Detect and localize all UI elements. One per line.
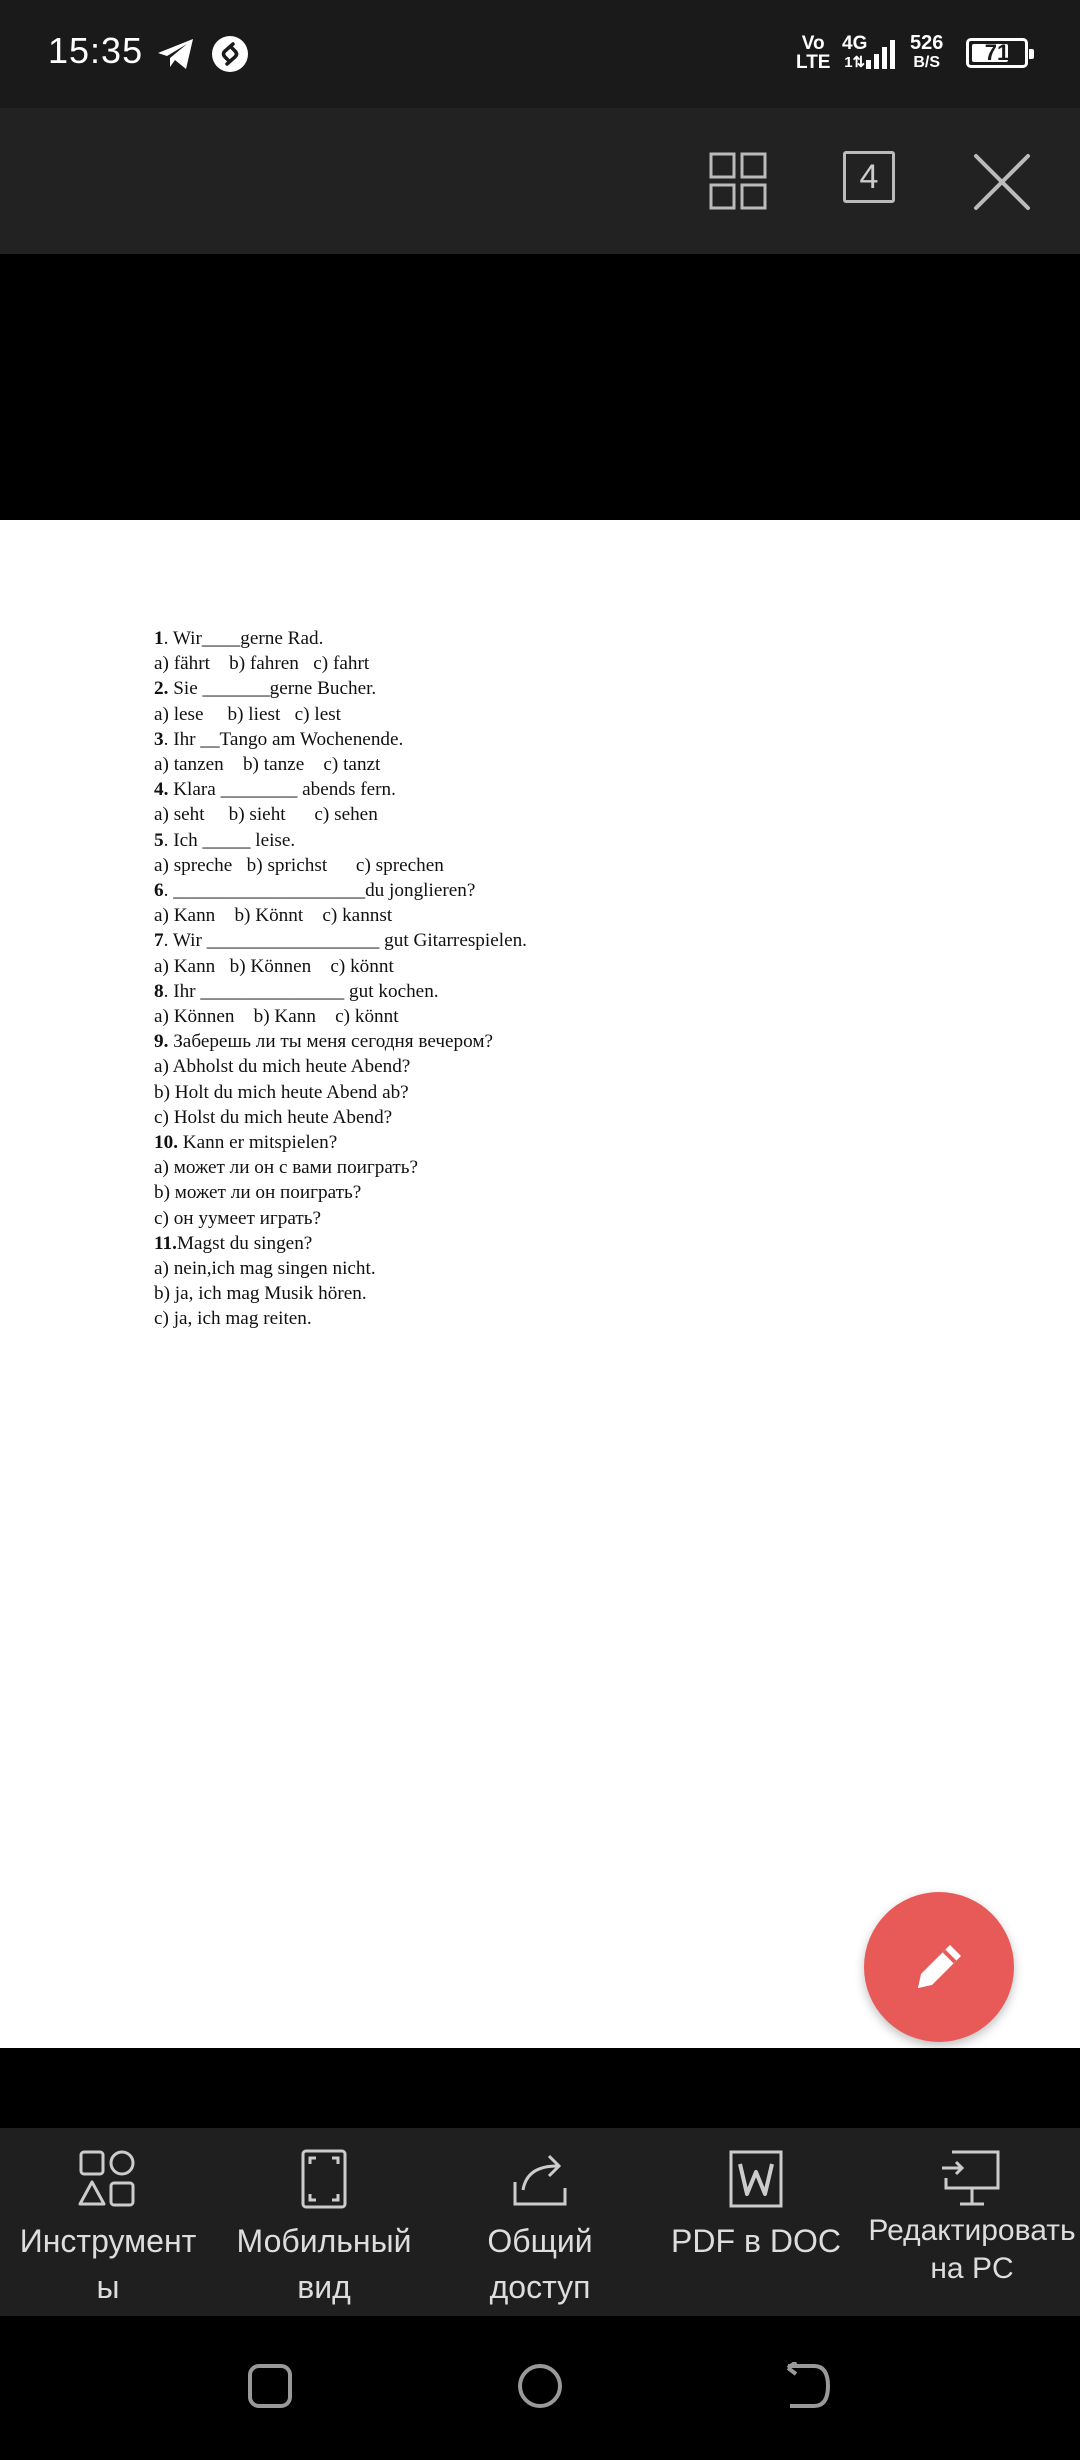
document-line	[154, 928, 527, 953]
line-text: a) Abholst du mich heute Abend?	[154, 1056, 411, 1078]
question-number: 3	[154, 728, 164, 750]
question-number: 9.	[154, 1031, 169, 1053]
network-type-indicator: 4G 1⇅	[842, 33, 868, 71]
battery-level: 71	[984, 40, 1010, 65]
line-text: a) Kann b) Können c) könnt	[154, 955, 394, 977]
line-text: . Ihr __Tango am Wochenende.	[163, 728, 404, 750]
close-icon[interactable]	[966, 148, 1036, 218]
system-nav-bar	[0, 2316, 1080, 2460]
line-text: a) spreche b) sprichst c) sprechen	[154, 854, 444, 876]
document-line	[154, 1180, 527, 1205]
line-text: c) Holst du mich heute Abend?	[154, 1106, 393, 1128]
document-line	[154, 1281, 527, 1306]
line-text: Заберешь ли ты меня сегодня вечером?	[168, 1031, 494, 1053]
line-text: Klara ________ abends fern.	[168, 779, 396, 801]
volte-indicator: Vo LTE	[796, 33, 831, 73]
status-time: 15:35	[48, 30, 144, 71]
line-text: a) lese b) liest c) lest	[154, 703, 342, 725]
line-text: b) ja, ich mag Musik hören.	[154, 1283, 367, 1305]
line-text: a) seht b) sieht c) sehen	[154, 804, 378, 826]
network-speed: 526 B/S	[910, 32, 944, 71]
line-text: . Wir __________________ gut Gitarrespielen.	[163, 930, 527, 952]
pdf-page[interactable]	[0, 520, 1080, 2048]
document-line	[154, 1256, 527, 1281]
document-line	[154, 954, 527, 979]
line-text: c) он уумеет играть?	[154, 1207, 322, 1229]
document-line	[154, 651, 527, 676]
line-text: . Ihr _______________ gut kochen.	[163, 980, 439, 1002]
pdf-to-doc-button[interactable]: PDF в DOC	[648, 2128, 864, 2316]
document-line	[154, 1080, 527, 1105]
tools-button[interactable]: Инструмент ы	[0, 2128, 216, 2316]
document-line	[154, 1004, 527, 1029]
line-text: Magst du singen?	[176, 1232, 313, 1254]
document-line	[154, 727, 527, 752]
line-text: Sie _______gerne Bucher.	[168, 678, 377, 700]
document-line	[154, 676, 527, 701]
question-number: 5	[154, 829, 164, 851]
shazam-icon	[211, 35, 249, 73]
document-line	[154, 777, 527, 802]
line-text: a) Können b) Kann c) könnt	[154, 1006, 399, 1028]
document-line	[154, 1105, 527, 1130]
page-gap	[0, 254, 1080, 520]
battery-icon	[966, 38, 1028, 68]
question-number: 11.	[154, 1232, 177, 1254]
status-bar	[0, 0, 1080, 108]
question-number: 6	[154, 880, 164, 902]
document-line	[154, 1206, 527, 1231]
word-doc-icon	[726, 2148, 786, 2210]
document-text	[154, 626, 527, 1332]
document-line	[154, 828, 527, 853]
line-text: a) tanzen b) tanze c) tanzt	[154, 754, 381, 776]
mobile-view-button[interactable]: Мобильный вид	[216, 2128, 432, 2316]
document-line	[154, 878, 527, 903]
document-line	[154, 1029, 527, 1054]
line-text: Kann er mitspielen?	[177, 1132, 338, 1154]
line-text: . Wir____gerne Rad.	[163, 628, 324, 649]
page-count-button[interactable]: 4	[843, 151, 895, 203]
line-text: c) ja, ich mag reiten.	[154, 1308, 312, 1330]
question-number: 4.	[154, 779, 169, 801]
document-line	[154, 752, 527, 777]
document-line	[154, 1306, 527, 1331]
share-button[interactable]: Общий доступ	[432, 2128, 648, 2316]
document-line	[154, 1231, 527, 1256]
bottom-toolbar	[0, 2128, 1080, 2316]
document-line	[154, 1054, 527, 1079]
monitor-icon	[940, 2148, 1004, 2210]
line-text: b) Holt du mich heute Abend ab?	[154, 1081, 409, 1103]
telegram-icon	[156, 36, 196, 72]
question-number: 10.	[154, 1132, 178, 1154]
line-text: a) nein,ich mag singen nicht.	[154, 1258, 376, 1280]
edit-fab-button[interactable]	[864, 1892, 1014, 2042]
signal-icon	[864, 38, 900, 70]
line-text: a) fährt b) fahren c) fahrt	[154, 653, 370, 675]
document-line	[154, 702, 527, 727]
question-number: 1	[154, 628, 164, 649]
line-text: a) может ли он с вами поиграть?	[154, 1157, 419, 1179]
pencil-icon	[904, 1932, 974, 2002]
home-icon[interactable]	[516, 2362, 564, 2410]
question-number: 2.	[154, 678, 169, 700]
line-text: a) Kann b) Könnt c) kannst	[154, 905, 393, 927]
document-line	[154, 1130, 527, 1155]
recent-apps-icon[interactable]	[246, 2362, 294, 2410]
mobile-view-icon	[294, 2148, 354, 2210]
line-text: . Ich _____ leise.	[163, 829, 296, 851]
question-number: 7	[154, 930, 164, 952]
document-line	[154, 802, 527, 827]
edit-on-pc-button[interactable]: Редактировать на PC	[864, 2128, 1080, 2316]
question-number: 8	[154, 980, 164, 1002]
share-icon	[509, 2148, 571, 2210]
document-line	[154, 979, 527, 1004]
document-line	[154, 853, 527, 878]
tools-icon	[76, 2148, 138, 2210]
document-line	[154, 1155, 527, 1180]
document-line	[154, 903, 527, 928]
line-text: b) может ли он поиграть?	[154, 1182, 362, 1204]
document-line	[154, 626, 527, 651]
back-icon[interactable]	[784, 2362, 832, 2410]
viewer-toolbar	[0, 108, 1080, 254]
line-text: . ____________________du jonglieren?	[163, 880, 476, 902]
grid-view-icon[interactable]	[703, 148, 773, 218]
